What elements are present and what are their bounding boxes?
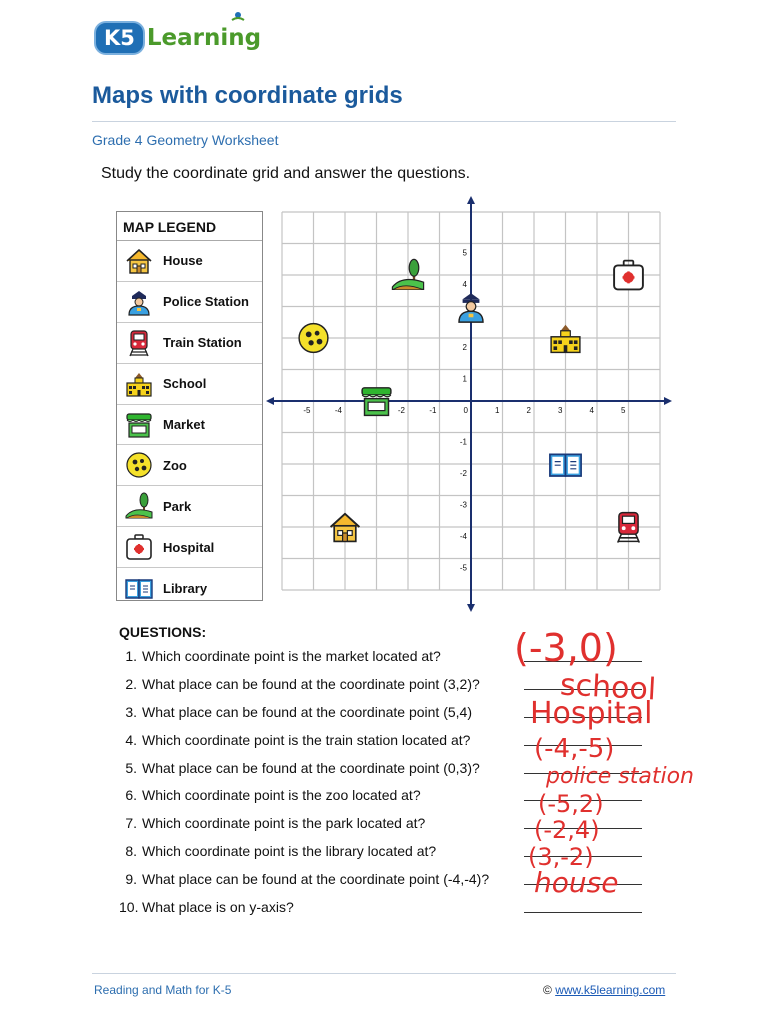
- coordinate-grid-svg: [266, 196, 672, 612]
- legend-label: Hospital: [163, 539, 215, 555]
- legend-label: Zoo: [163, 457, 187, 473]
- question-text: What place can be found at the coordinate point (0,3)?: [142, 759, 480, 776]
- question-number: 7.: [125, 815, 137, 832]
- legend-label: Train Station: [163, 335, 242, 351]
- x-tick-label: 1: [495, 406, 500, 415]
- y-axis-arrow-down: [467, 604, 475, 612]
- zoo-icon: [299, 324, 328, 353]
- handwritten-answer: (-2,4): [534, 816, 600, 844]
- header-divider: [92, 121, 676, 122]
- logo-badge: K5: [94, 21, 145, 55]
- question-text: Which coordinate point is the library located at?: [142, 843, 437, 860]
- x-tick-label: 5: [621, 406, 626, 415]
- school-icon: [121, 368, 157, 400]
- legend-item-park: [117, 486, 262, 527]
- y-tick-label: -5: [459, 563, 467, 573]
- zoo-icon: [121, 449, 157, 481]
- legend-label: School: [163, 376, 207, 392]
- question-text: What place is on y-axis?: [142, 899, 294, 916]
- k5-learning-logo: [94, 18, 261, 58]
- question-text: Which coordinate point is the train station located at?: [142, 731, 471, 748]
- question-number: 9.: [125, 871, 137, 888]
- question-text: What place can be found at the coordinate point (-4,-4)?: [142, 871, 490, 888]
- page-title: Maps with coordinate grids: [92, 82, 403, 109]
- legend-title: MAP LEGEND: [117, 212, 262, 241]
- x-tick-label: 0: [463, 406, 468, 415]
- y-tick-label: 5: [462, 248, 467, 258]
- house-icon: [331, 514, 360, 542]
- y-tick-label: 2: [462, 343, 467, 352]
- question-text: Which coordinate point is the zoo located at?: [142, 787, 421, 804]
- legend-label: Park: [163, 498, 192, 514]
- instructions: Study the coordinate grid and answer the questions.: [101, 165, 471, 182]
- x-tick-label: -5: [303, 406, 311, 415]
- train-icon: [618, 513, 640, 543]
- x-axis-arrow-right: [664, 397, 672, 405]
- legend-item-zoo: [117, 445, 262, 486]
- footer-divider: [92, 973, 676, 974]
- legend-label: Police Station: [163, 294, 249, 310]
- handwritten-answer: (-3,0): [514, 626, 618, 670]
- question-number: 3.: [125, 703, 137, 720]
- handwritten-answer: house: [534, 866, 619, 899]
- logo-word: Learning: [147, 25, 261, 51]
- library-icon: [550, 454, 581, 476]
- axes: [266, 196, 672, 612]
- legend-item-police-station: [117, 282, 262, 323]
- legend-item-train-station: [117, 323, 262, 364]
- legend-item-school: [117, 364, 262, 405]
- question-text: What place can be found at the coordinate point (5,4): [142, 703, 472, 720]
- handwritten-answer: school: [559, 667, 658, 708]
- questions-header: QUESTIONS:: [119, 624, 207, 640]
- y-axis-arrow-up: [467, 196, 475, 204]
- legend-item-hospital: [117, 527, 262, 568]
- handwritten-answer: police station: [546, 764, 694, 789]
- handwritten-answer: (3,-2): [528, 843, 594, 871]
- question-text: Which coordinate point is the market located at?: [142, 648, 441, 664]
- legend-label: Market: [163, 417, 205, 432]
- y-tick-label: -4: [459, 532, 467, 541]
- question-number: 10.: [119, 899, 139, 916]
- handwritten-answer: Hospital: [530, 696, 653, 731]
- house-icon: [121, 245, 157, 277]
- copyright-symbol: ©: [543, 983, 552, 997]
- question-text: Which coordinate point is the park located at?: [142, 815, 426, 832]
- y-tick-label: -3: [459, 500, 467, 510]
- footer-link[interactable]: www.k5learning.com: [555, 983, 666, 997]
- question-number: 8.: [125, 843, 137, 860]
- x-tick-label: 4: [589, 406, 594, 415]
- question-number: 2.: [125, 675, 137, 692]
- y-tick-label: 1: [462, 374, 467, 384]
- x-tick-label: 2: [526, 406, 531, 415]
- question-number: 4.: [125, 731, 137, 748]
- legend-item-library: [117, 568, 262, 608]
- x-axis-arrow-left: [266, 397, 274, 405]
- train-icon: [121, 327, 157, 359]
- question-text: What place can be found at the coordinate point (3,2)?: [142, 675, 480, 692]
- market-icon: [121, 409, 157, 441]
- x-tick-label: -4: [334, 406, 342, 415]
- legend-label: Library: [163, 580, 208, 596]
- x-tick-label: 3: [558, 406, 563, 415]
- coordinate-grid: [266, 196, 672, 612]
- map-legend: [116, 211, 263, 601]
- y-tick-label: -1: [459, 437, 467, 447]
- market-icon: [362, 388, 391, 416]
- logo-figure-icon: [231, 11, 245, 25]
- x-tick-label: -2: [397, 406, 405, 415]
- school-icon: [551, 325, 580, 353]
- legend-item-market: [117, 405, 262, 446]
- question-number: 1.: [125, 648, 137, 664]
- hospital-icon: [121, 531, 157, 563]
- footer-tagline: Reading and Math for K-5: [94, 983, 232, 997]
- police-icon: [459, 293, 483, 322]
- legend-item-house: [117, 241, 262, 282]
- x-tick-label: -1: [429, 406, 437, 415]
- answer-blank[interactable]: [524, 912, 642, 913]
- y-tick-label: -2: [459, 469, 467, 478]
- question-number: 5.: [125, 759, 137, 776]
- question-row: [119, 897, 679, 925]
- question-row: [119, 841, 679, 869]
- library-icon: [121, 572, 157, 604]
- police-icon: [121, 286, 157, 318]
- hospital-icon: [614, 261, 643, 290]
- y-tick-label: 4: [462, 280, 467, 289]
- handwritten-answer: (-4,-5): [534, 734, 615, 764]
- worksheet-subtitle: Grade 4 Geometry Worksheet: [92, 132, 279, 148]
- question-number: 6.: [125, 787, 137, 804]
- handwritten-answer: (-5,2): [538, 790, 604, 818]
- park-icon: [121, 490, 157, 522]
- footer-copyright: [543, 983, 665, 997]
- legend-label: House: [163, 253, 203, 269]
